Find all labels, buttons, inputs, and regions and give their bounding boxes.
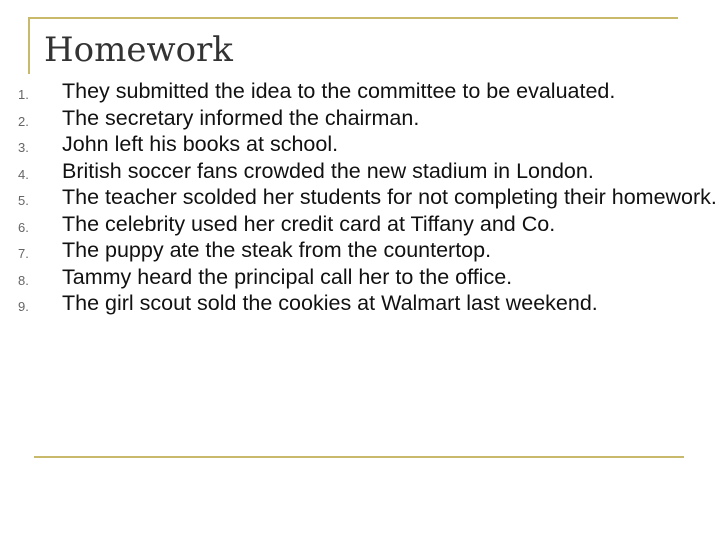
list-item xyxy=(18,158,718,185)
slide-title: Homework xyxy=(44,30,233,70)
item-number: 7. xyxy=(18,246,29,261)
item-text: Tammy heard the principal call her to the office. xyxy=(62,264,513,289)
item-number: 4. xyxy=(18,166,29,182)
item-number: 2. xyxy=(18,113,29,129)
item-number: 5. xyxy=(18,193,29,208)
list-item xyxy=(18,211,718,238)
item-number: 8. xyxy=(18,272,29,288)
list-item xyxy=(18,264,718,291)
item-text: John left his books at school. xyxy=(62,132,339,156)
list-item xyxy=(18,78,718,105)
list-item xyxy=(18,105,718,132)
list-item xyxy=(18,184,718,211)
item-text: The secretary informed the chairman. xyxy=(62,105,420,130)
homework-list xyxy=(18,78,718,317)
item-number: 6. xyxy=(18,219,29,235)
top-rule xyxy=(28,17,678,19)
item-text: The girl scout sold the cookies at Walmart last weekend. xyxy=(62,291,598,315)
item-text: British soccer fans crowded the new stadium in London. xyxy=(62,158,594,183)
item-number: 3. xyxy=(18,140,29,155)
list-item xyxy=(18,237,718,264)
list-item xyxy=(18,131,718,158)
bottom-rule xyxy=(34,456,684,458)
item-text: They submitted the idea to the committee to be evaluated. xyxy=(62,79,616,103)
item-number: 9. xyxy=(18,299,29,314)
item-text: The celebrity used her credit card at Tiffany and Co. xyxy=(62,211,556,236)
title-vertical-rule xyxy=(28,17,30,74)
item-text: The puppy ate the steak from the countertop. xyxy=(62,238,492,262)
item-number: 1. xyxy=(18,87,29,102)
list-item xyxy=(18,290,718,317)
item-text: The teacher scolded her students for not completing their homework. xyxy=(62,185,717,209)
